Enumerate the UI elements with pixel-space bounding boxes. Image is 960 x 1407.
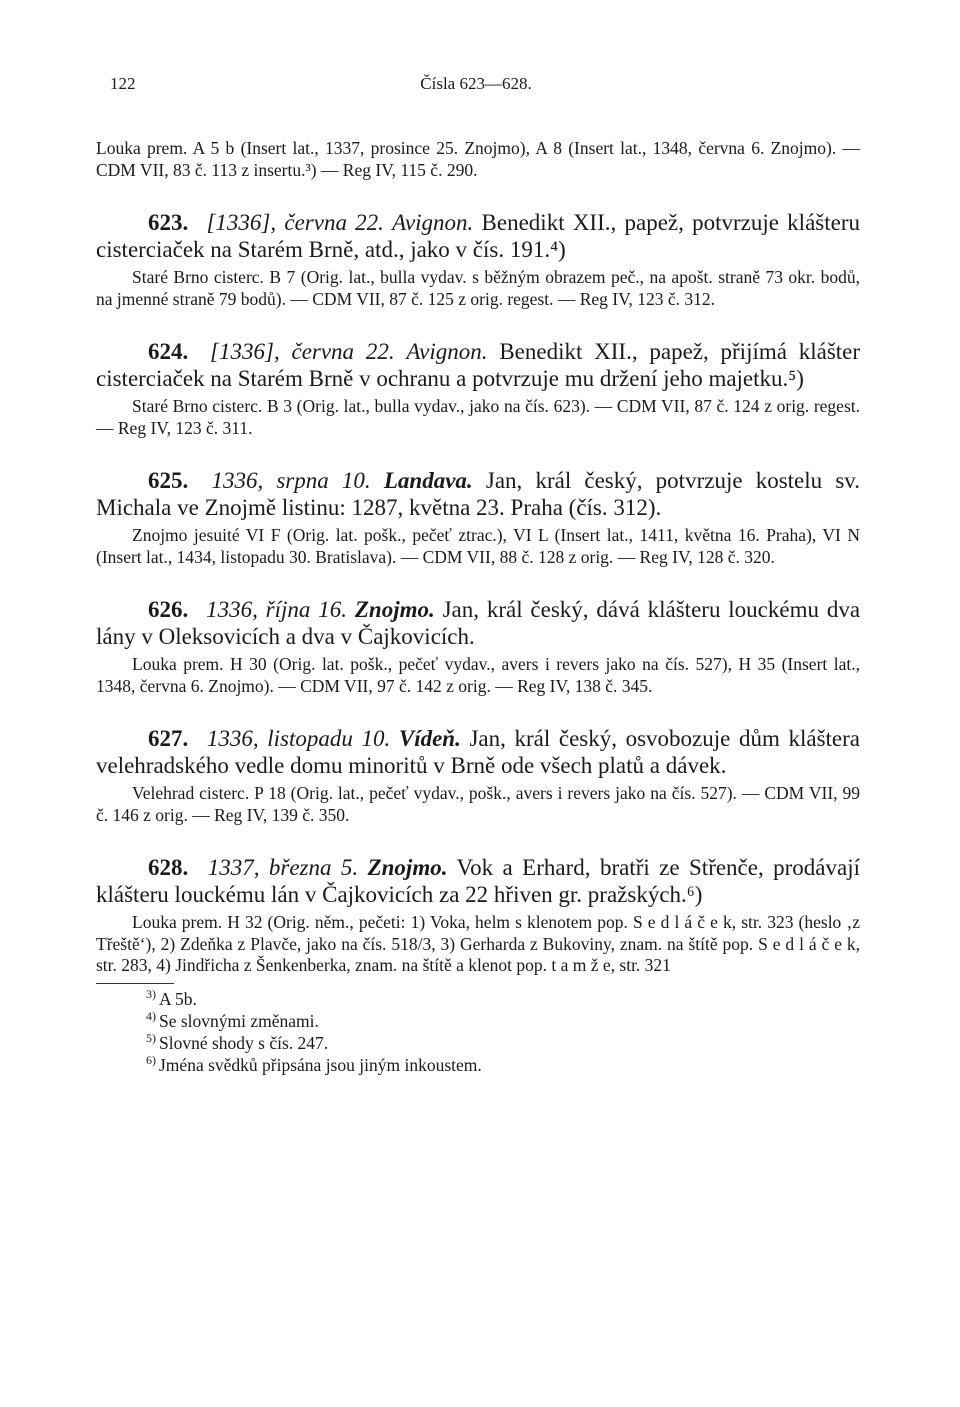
entry-text: Benedikt XII., papež, potvrzuje klášteru cisterciaček na Starém Brně, atd., jako v čís. 191.⁴) [96, 210, 860, 262]
entry-text: Vok a Erhard, bratři ze Střenče, prodávají klášteru louckému lán v Čajkovicích za 22 hřiven gr. pražských.⁶) [96, 855, 861, 907]
footnote-rule [96, 983, 174, 984]
footnote-marker: 6) [146, 1052, 156, 1067]
entry-place: Znojmo. [354, 597, 435, 622]
entry-source: Louka prem. H 32 (Orig. něm., pečeti: 1) Voka, helm s klenotem pop. S e d l á č e k, str. 323 (heslo ‚z Třeště‘), 2) Zdeňka z Plavče, jako na čís. 518/3, 3) Gerharda z Bukoviny, znam. na štítě pop. S e d l á č e k, str. 283, 4) Jindřicha z Šenkenberka, znam. na štítě a klenot pop. t a m ž e, str. 321 [96, 912, 860, 975]
entry-627 [96, 725, 860, 826]
entry-text: Jan, král český, potvrzuje kostelu sv. Michala ve Znojmě listinu: 1287, května 23. Praha (čís. 312). [96, 468, 861, 520]
entry-text: Benedikt XII., papež, přijímá klášter cisterciaček na Starém Brně v ochranu a potvrzuje mu držení jeho majetku.⁵) [96, 339, 861, 391]
entry-628 [96, 854, 860, 977]
entry-regest [96, 338, 860, 392]
footnote-5 [146, 1032, 860, 1054]
entry-place: Landava. [383, 468, 473, 493]
entry-623 [96, 209, 860, 310]
entry-regest [96, 467, 860, 521]
entry-date: [1336], června 22. [206, 210, 384, 235]
entry-date: 1336, října 16. [206, 597, 348, 622]
entry-number: 626. [148, 597, 189, 622]
entry-place: Avignon. [392, 210, 474, 235]
entry-number: 623. [148, 210, 189, 235]
entry-place: Vídeň. [398, 726, 461, 751]
entry-text: Jan, král český, osvobozuje dům kláštera velehradského vedle domu minoritů v Brně ode všech platů a dávek. [96, 726, 861, 778]
entry-source: Staré Brno cisterc. B 7 (Orig. lat., bulla vydav. s běžným obrazem peč., na apošt. straně 73 okr. bodů, na jmenné straně 79 bodů). — CDM VII, 87 č. 125 z orig. regest. — Reg IV, 123 č. 312. [96, 267, 860, 309]
entry-source: Znojmo jesuité VI F (Orig. lat. pošk., pečeť ztrac.), VI L (Insert lat., 1411, května 16. Praha), VI N (Insert lat., 1434, listopadu 30. Bratislava). — CDM VII, 88 č. 128 z orig. — Reg IV, 128 č. 320. [96, 525, 860, 567]
entry-source: Velehrad cisterc. P 18 (Orig. lat., pečeť vydav., pošk., avers i revers jako na čís. 527). — CDM VII, 99 č. 146 z orig. — Reg IV, 139 č. 350. [96, 783, 860, 825]
entry-regest [96, 596, 860, 650]
entry-place: Avignon. [406, 339, 488, 364]
footnote-6 [146, 1054, 860, 1076]
entry-place: Znojmo. [367, 855, 448, 880]
entry-date: 1336, srpna 10. [211, 468, 371, 493]
entry-text: Jan, král český, dává klášteru louckému dva lány v Oleksovicích a dva v Čajkovicích. [96, 597, 861, 649]
footnote-marker: 3) [146, 986, 156, 1001]
page-number: 122 [110, 74, 136, 93]
footnote-text: Se slovnými změnami. [159, 1010, 319, 1031]
entry-number: 624. [148, 339, 189, 364]
footnote-marker: 4) [146, 1008, 156, 1023]
entry-number: 627. [148, 726, 189, 751]
entry-626 [96, 596, 860, 697]
document-page [96, 72, 860, 1076]
entry-regest [96, 725, 860, 779]
continued-source-paragraph: Louka prem. A 5 b (Insert lat., 1337, prosince 25. Znojmo), A 8 (Insert lat., 1348, června 6. Znojmo). — CDM VII, 83 č. 113 z insertu.³) — Reg IV, 115 č. 290. [96, 138, 860, 180]
footnote-3 [146, 988, 860, 1010]
entry-number: 625. [148, 468, 189, 493]
entry-regest [96, 854, 860, 908]
entry-624 [96, 338, 860, 439]
entry-date: 1337, března 5. [207, 855, 359, 880]
footnotes [96, 988, 860, 1076]
footnote-text: A 5b. [159, 988, 197, 1009]
entry-source: Staré Brno cisterc. B 3 (Orig. lat., bulla vydav., jako na čís. 623). — CDM VII, 87 č. 124 z orig. regest. — Reg IV, 123 č. 311. [96, 396, 860, 438]
footnote-text: Jména svědků připsána jsou jiným inkoustem. [159, 1054, 482, 1075]
entry-625 [96, 467, 860, 568]
entry-number: 628. [148, 855, 189, 880]
running-title: Čísla 623—628. [420, 74, 532, 93]
entry-date: [1336], června 22. [210, 339, 395, 364]
entry-regest [96, 209, 860, 263]
footnote-4 [146, 1010, 860, 1032]
footnote-marker: 5) [146, 1030, 156, 1045]
entry-date: 1336, listopadu 10. [206, 726, 391, 751]
entry-source: Louka prem. H 30 (Orig. lat. pošk., pečeť vydav., avers i revers jako na čís. 527), H 35 (Insert lat., 1348, června 6. Znojmo). — CDM VII, 97 č. 142 z orig. — Reg IV, 138 č. 345. [96, 654, 860, 696]
footnote-text: Slovné shody s čís. 247. [159, 1032, 329, 1053]
page-header [96, 72, 860, 102]
